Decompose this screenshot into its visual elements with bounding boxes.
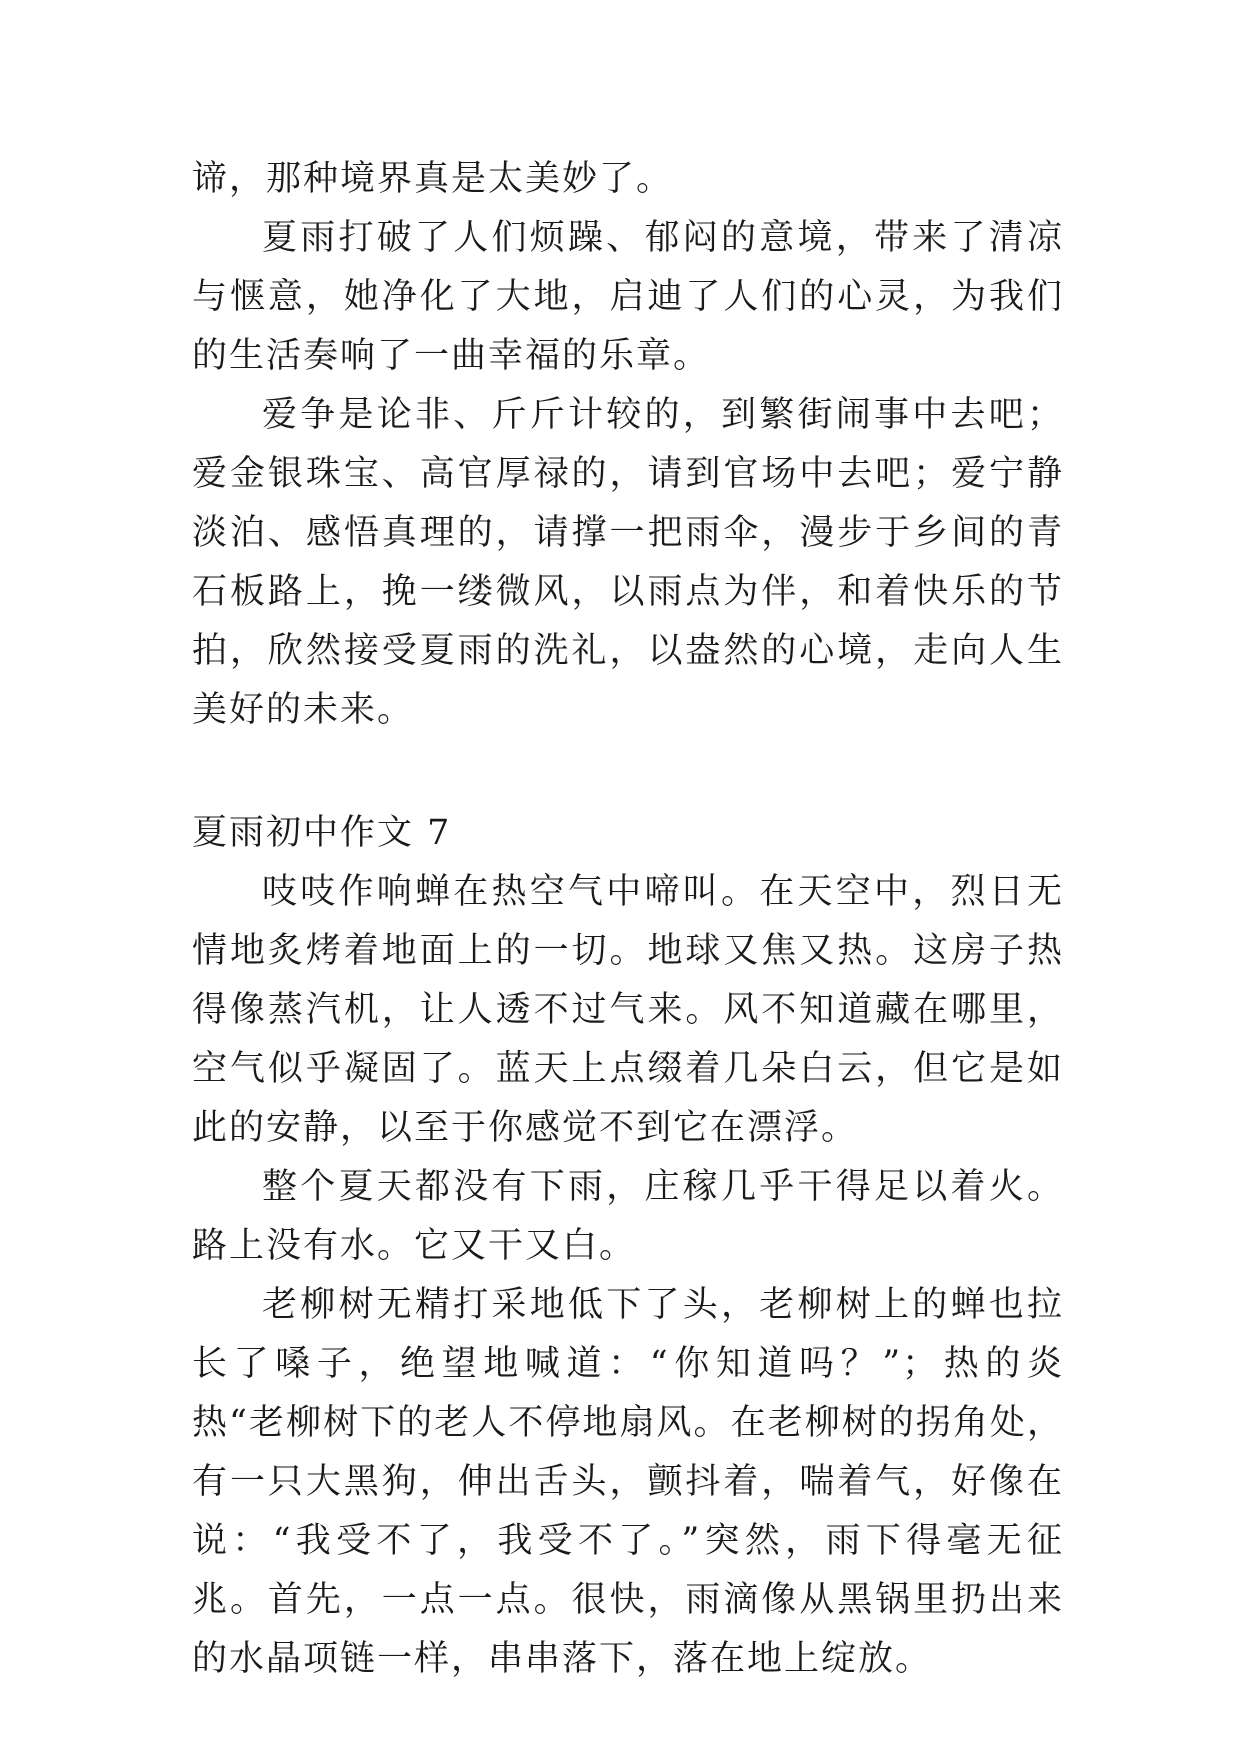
section-title: 夏雨初中作文 7 (192, 813, 452, 853)
paragraph: 吱吱作响蝉在热空气中啼叫。在天空中，烈日无情地炙烤着地面上的一切。地球又焦又热。这房子热得像蒸汽机，让人透不过气来。风不知道藏在哪里，空气似乎凝固了。蓝天上点缀着几朵白云，但它是如此的安静，以至于你感觉不到它在漂浮。 (192, 872, 1064, 1148)
paragraph: 老柳树无精打采地低下了头，老柳树上的蝉也拉长了嗓子，绝望地喊道：“你知道吗？”；热的炎热“老柳树下的老人不停地扇风。在老柳树的拐角处，有一只大黑狗，伸出舌头，颤抖着，喘着气，好像在说：“我受不了，我受不了。”突然，雨下得毫无征兆。首先，一点一点。很快，雨滴像从黑锅里扔出来的水晶项链一样，串串落下，落在地上绽放。 (192, 1285, 1064, 1679)
paragraph: 爱争是论非、斤斤计较的，到繁街闹事中去吧；爱金银珠宝、高官厚禄的，请到官场中去吧；爱宁静淡泊、感悟真理的，请撑一把雨伞，漫步于乡间的青石板路上，挽一缕微风，以雨点为伴，和着快乐的节拍，欣然接受夏雨的洗礼，以盎然的心境，走向人生美好的未来。 (192, 395, 1064, 730)
paragraph-continuation: 谛，那种境界真是太美妙了。 (192, 159, 674, 199)
paragraph: 夏雨打破了人们烦躁、郁闷的意境，带来了清凉与惬意，她净化了大地，启迪了人们的心灵，为我们的生活奏响了一曲幸福的乐章。 (192, 218, 1064, 376)
document-body (192, 150, 1064, 1689)
paragraph: 整个夏天都没有下雨，庄稼几乎干得足以着火。路上没有水。它又干又白。 (192, 1167, 1064, 1266)
